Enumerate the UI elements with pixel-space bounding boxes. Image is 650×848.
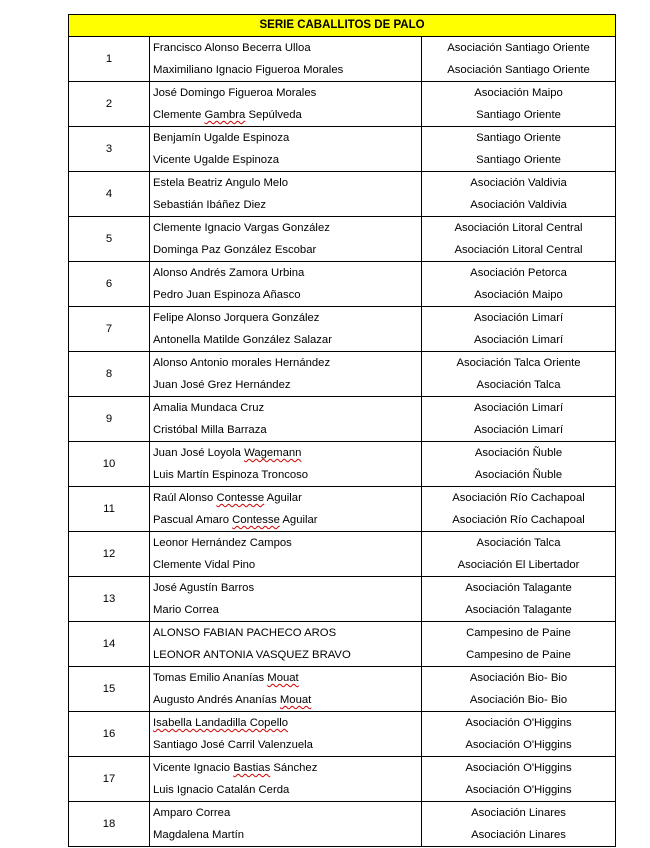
entry-number: 6 [69, 262, 150, 307]
rider-name: Juan José Loyola Wagemann [150, 442, 422, 465]
rider-association: Asociación Valdivia [422, 194, 616, 217]
table-row [69, 374, 616, 397]
rider-name: Vicente Ignacio Bastias Sánchez [150, 757, 422, 780]
rider-association: Santiago Oriente [422, 127, 616, 150]
spellcheck-flag: Mouat [267, 672, 299, 684]
table-row [69, 667, 616, 690]
rider-name: Magdalena Martín [150, 824, 422, 847]
table-title: SERIE CABALLITOS DE PALO [69, 15, 616, 37]
entry-number: 14 [69, 622, 150, 667]
rider-association: Asociación O'Higgins [422, 734, 616, 757]
rider-association: Campesino de Paine [422, 622, 616, 645]
table-row [69, 329, 616, 352]
rider-association: Asociación Litoral Central [422, 239, 616, 262]
rider-association: Asociación Bio- Bio [422, 667, 616, 690]
spellcheck-flag: Bastias [233, 762, 271, 774]
entry-number: 11 [69, 487, 150, 532]
rider-association: Asociación Talagante [422, 577, 616, 600]
rider-association: Campesino de Paine [422, 644, 616, 667]
rider-name: Antonella Matilde González Salazar [150, 329, 422, 352]
rider-association: Asociación Ñuble [422, 464, 616, 487]
entry-number: 9 [69, 397, 150, 442]
table-row [69, 194, 616, 217]
rider-association: Asociación Talca Oriente [422, 352, 616, 375]
table-row [69, 149, 616, 172]
rider-association: Asociación Litoral Central [422, 217, 616, 240]
entry-number: 17 [69, 757, 150, 802]
table-row [69, 712, 616, 735]
spellcheck-flag: Contesse [216, 492, 265, 504]
table-row [69, 757, 616, 780]
spellcheck-flag: Gambra [204, 109, 246, 121]
table-row [69, 779, 616, 802]
table-row [69, 689, 616, 712]
entry-number: 4 [69, 172, 150, 217]
table-row [69, 577, 616, 600]
rider-association: Santiago Oriente [422, 149, 616, 172]
table-row [69, 802, 616, 825]
entry-number: 8 [69, 352, 150, 397]
rider-name: Dominga Paz González Escobar [150, 239, 422, 262]
spellcheck-flag: Contesse [232, 514, 280, 526]
entry-number: 13 [69, 577, 150, 622]
rider-name: Clemente Gambra Sepúlveda [150, 104, 422, 127]
rider-name: Cristóbal Milla Barraza [150, 419, 422, 442]
rider-name: Amalia Mundaca Cruz [150, 397, 422, 420]
rider-name: Estela Beatriz Angulo Melo [150, 172, 422, 195]
table-row [69, 487, 616, 510]
rider-name: José Agustín Barros [150, 577, 422, 600]
table-row [69, 262, 616, 285]
entry-number: 1 [69, 37, 150, 82]
entry-number: 3 [69, 127, 150, 172]
rider-name: Felipe Alonso Jorquera González [150, 307, 422, 330]
entry-number: 7 [69, 307, 150, 352]
table-row [69, 104, 616, 127]
rider-name: José Domingo Figueroa Morales [150, 82, 422, 105]
rider-name: Tomas Emilio Ananías Mouat [150, 667, 422, 690]
rider-association: Asociación Maipo [422, 284, 616, 307]
table-row [69, 127, 616, 150]
entry-number: 5 [69, 217, 150, 262]
rider-association: Asociación Maipo [422, 82, 616, 105]
document-page [68, 14, 615, 847]
rider-association: Asociación Talca [422, 532, 616, 555]
rider-association: Asociación Río Cachapoal [422, 487, 616, 510]
table-row [69, 442, 616, 465]
rider-association: Asociación Limarí [422, 307, 616, 330]
table-row [69, 172, 616, 195]
rider-name: Alonso Antonio morales Hernández [150, 352, 422, 375]
rider-association: Asociación O'Higgins [422, 712, 616, 735]
table-row [69, 307, 616, 330]
rider-name: Augusto Andrés Ananías Mouat [150, 689, 422, 712]
table-row [69, 82, 616, 105]
roster-table [68, 14, 616, 847]
rider-name: Pascual Amaro Contesse Aguilar [150, 509, 422, 532]
rider-name: Amparo Correa [150, 802, 422, 825]
rider-association: Asociación Limarí [422, 397, 616, 420]
table-row [69, 397, 616, 420]
table-row [69, 599, 616, 622]
rider-association: Asociación El Libertador [422, 554, 616, 577]
table-row [69, 37, 616, 60]
entry-number: 12 [69, 532, 150, 577]
spellcheck-flag: Isabella Landadilla Copello [153, 717, 289, 729]
entry-number: 18 [69, 802, 150, 847]
table-row [69, 509, 616, 532]
rider-name: Leonor Hernández Campos [150, 532, 422, 555]
table-row [69, 352, 616, 375]
table-row [69, 419, 616, 442]
rider-name: Maximiliano Ignacio Figueroa Morales [150, 59, 422, 82]
rider-name: Clemente Vidal Pino [150, 554, 422, 577]
rider-association: Asociación Petorca [422, 262, 616, 285]
entry-number: 15 [69, 667, 150, 712]
rider-name: Luis Martín Espinoza Troncoso [150, 464, 422, 487]
rider-association: Asociación O'Higgins [422, 779, 616, 802]
rider-name [150, 712, 422, 735]
rider-association: Asociación Río Cachapoal [422, 509, 616, 532]
table-row [69, 239, 616, 262]
rider-association: Asociación Santiago Oriente [422, 59, 616, 82]
rider-association: Asociación Limarí [422, 419, 616, 442]
rider-name: Sebastián Ibáñez Diez [150, 194, 422, 217]
rider-name: Vicente Ugalde Espinoza [150, 149, 422, 172]
table-row [69, 532, 616, 555]
rider-association: Asociación Talagante [422, 599, 616, 622]
rider-name: Santiago José Carril Valenzuela [150, 734, 422, 757]
entry-number: 10 [69, 442, 150, 487]
rider-name: Raúl Alonso Contesse Aguilar [150, 487, 422, 510]
rider-name: LEONOR ANTONIA VASQUEZ BRAVO [150, 644, 422, 667]
rider-association: Asociación Talca [422, 374, 616, 397]
rider-association: Asociación Santiago Oriente [422, 37, 616, 60]
table-row [69, 734, 616, 757]
rider-association: Asociación Limarí [422, 329, 616, 352]
rider-association: Santiago Oriente [422, 104, 616, 127]
rider-name: Juan José Grez Hernández [150, 374, 422, 397]
table-row [69, 622, 616, 645]
table-row [69, 644, 616, 667]
rider-name: Luis Ignacio Catalán Cerda [150, 779, 422, 802]
table-row [69, 554, 616, 577]
rider-association: Asociación Bio- Bio [422, 689, 616, 712]
rider-name: Mario Correa [150, 599, 422, 622]
rider-name: Pedro Juan Espinoza Añasco [150, 284, 422, 307]
rider-association: Asociación Ñuble [422, 442, 616, 465]
rider-association: Asociación Linares [422, 802, 616, 825]
table-row [69, 284, 616, 307]
spellcheck-flag: Wagemann [244, 447, 302, 459]
table-row [69, 217, 616, 240]
table-row [69, 824, 616, 847]
entry-number: 2 [69, 82, 150, 127]
rider-association: Asociación O'Higgins [422, 757, 616, 780]
rider-name: Benjamín Ugalde Espinoza [150, 127, 422, 150]
rider-association: Asociación Valdivia [422, 172, 616, 195]
rider-association: Asociación Linares [422, 824, 616, 847]
rider-name: Francisco Alonso Becerra Ulloa [150, 37, 422, 60]
entry-number: 16 [69, 712, 150, 757]
spellcheck-flag: Mouat [279, 694, 312, 706]
table-row [69, 59, 616, 82]
roster-body [69, 37, 616, 847]
rider-name: ALONSO FABIAN PACHECO AROS [150, 622, 422, 645]
table-row [69, 464, 616, 487]
rider-name: Clemente Ignacio Vargas González [150, 217, 422, 240]
rider-name: Alonso Andrés Zamora Urbina [150, 262, 422, 285]
